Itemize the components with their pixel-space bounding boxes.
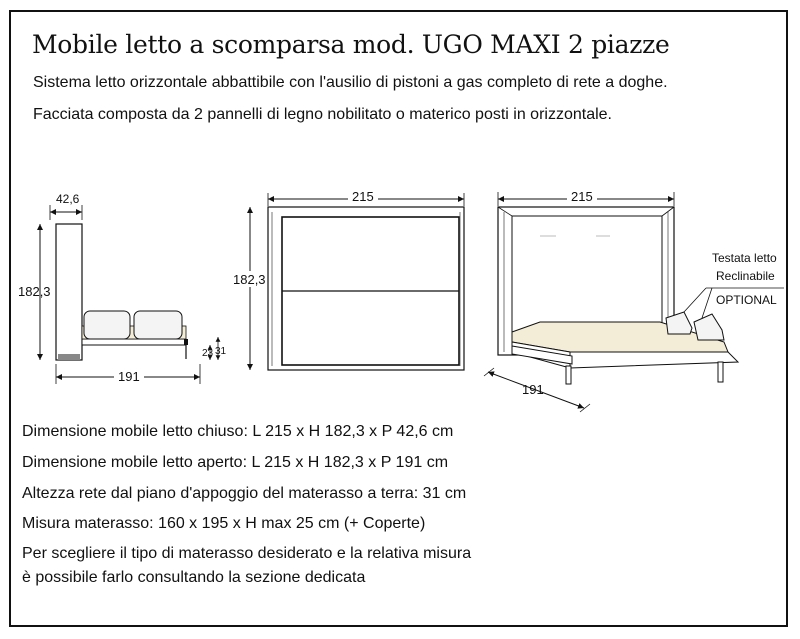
open-front-leg-left [566,366,571,384]
description-line-2: Facciata composta da 2 pannelli di legno nobilitato o materico posti in orizzontale. [33,106,612,123]
side-base-height-label: 23 [202,348,214,359]
description-line-1: Sistema letto orizzontale abbattibile con l'ausilio di pistoni a gas completo di rete a doghe. [33,74,668,91]
optional-label: OPTIONAL [716,293,777,307]
side-mattress-height-label: 31 [215,346,227,357]
side-height-label: 182,3 [18,284,51,299]
spec-closed-dimensions: Dimensione mobile letto chiuso: L 215 x H 182,3 x P 42,6 cm [22,423,454,440]
front-height-label: 182,3 [233,272,266,287]
spec-note-line-1: Per scegliere il tipo di materasso desiderato e la relativa misura [22,545,472,562]
spec-note-line-2: è possibile farlo consultando la sezione dedicata [22,569,366,586]
side-depth-closed-label: 42,6 [56,192,80,206]
side-depth-open-label: 191 [118,369,140,384]
headboard-callout-line [684,288,706,312]
headboard-label-line-2: Reclinabile [716,269,775,283]
side-cabinet [56,224,82,360]
page-title: Mobile letto a scomparsa mod. UGO MAXI 2 piazze [32,30,670,59]
spec-slat-height: Altezza rete dal piano d'appoggio del materasso a terra: 31 cm [22,485,467,502]
side-view-drawing [18,192,227,384]
side-pillow-2 [134,311,182,339]
side-bed-frame [82,339,186,345]
open-front-leg-right [718,362,723,382]
side-cabinet-base [58,354,80,360]
spec-mattress-size: Misura materasso: 160 x 195 x H max 25 cm (+ Coperte) [22,515,426,532]
open-view-drawing [484,189,784,412]
spec-open-dimensions: Dimensione mobile letto aperto: L 215 x H 182,3 x P 191 cm [22,454,449,471]
open-headboard-2 [694,314,724,340]
front-view-drawing [230,189,464,370]
side-pillow-1 [84,311,130,339]
front-width-label: 215 [352,189,374,204]
open-width-label: 215 [571,189,593,204]
open-depth-label: 191 [522,382,544,397]
headboard-label-line-1: Testata letto [712,251,777,265]
